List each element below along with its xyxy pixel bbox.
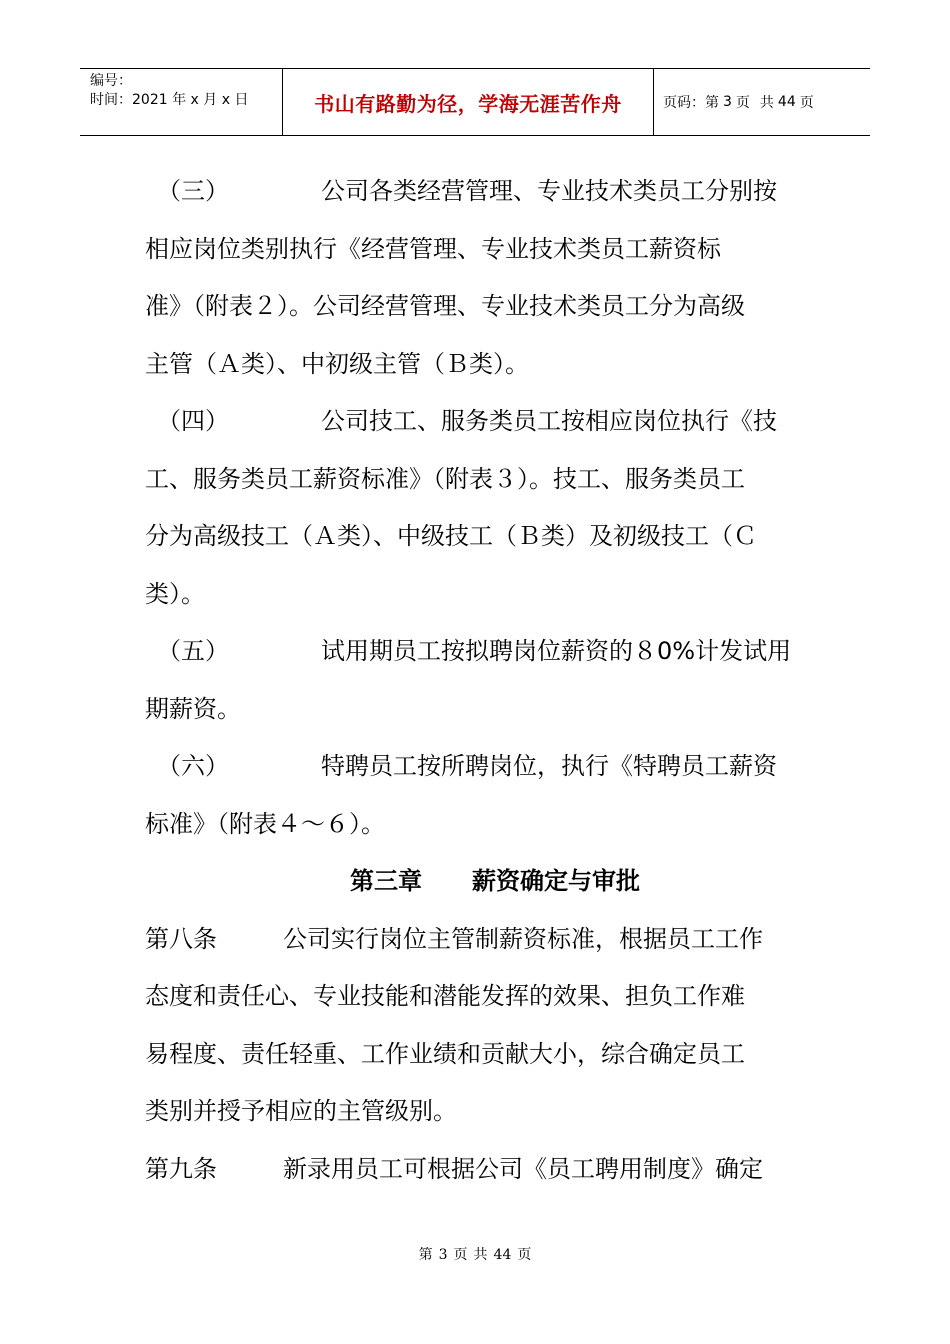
article-text: 新录用员工可根据公司《员工聘用制度》确定 [283,1154,763,1183]
paragraph-line: 态度和责任心、专业技能和潜能发挥的效果、担负工作难 [145,982,745,1010]
header-page-total: 44 [777,94,796,110]
header-page-current: 3 [723,94,732,110]
footer-page-total-label: 共 [473,1247,488,1263]
section-marker: （五） [157,637,229,665]
section-text: 试用期员工按拟聘岗位薪资的８0%计发试用 [321,637,792,665]
header-page-end: 页 [799,95,814,111]
paragraph-line: 工、服务类员工薪资标准》（附表３）。技工、服务类员工 [145,464,745,493]
paragraph-line: 期薪资。 [145,694,241,723]
article-text: 公司实行岗位主管制薪资标准，根据员工工作 [283,924,763,953]
paragraph-line [145,738,815,796]
chapter-title: 薪资确定与审批 [472,867,640,895]
section-text: 公司各类经营管理、专业技术类员工分别按 [321,177,777,205]
document-time-label: 时间：2021 年 x 月 x 日 [90,92,249,108]
header-page-cell [654,69,870,135]
footer-page-end: 页 [517,1247,532,1263]
footer-page-current: 3 [438,1247,448,1263]
section-marker: （三） [157,177,229,205]
document-number-label: 编号： [90,73,132,89]
chapter-heading [145,853,815,911]
section-marker: （四） [157,407,229,435]
paragraph-line: 类）。 [145,579,205,608]
section-text: 公司技工、服务类员工按相应岗位执行《技 [321,407,777,435]
document-body [145,163,815,1198]
paragraph-line [145,1141,815,1199]
paragraph-line [145,911,815,969]
paragraph-line [145,163,815,221]
paragraph-line: 类别并授予相应的主管级别。 [145,1097,457,1125]
footer-page-mid: 页 [453,1247,468,1263]
paragraph-line [145,393,815,451]
header-page-label: 页码：第 [663,95,719,111]
section-marker: （六） [157,752,229,780]
paragraph-line: 易程度、责任轻重、工作业绩和贡献大小，综合确定员工 [145,1039,745,1068]
header-page-total-label: 共 [759,95,774,111]
page-header [80,68,870,136]
footer-page-total: 44 [493,1247,512,1263]
header-motto: 书山有路勤为径，学海无涯苦作舟 [314,91,622,116]
chapter-number: 第三章 [350,867,422,895]
footer-page-prefix: 第 [418,1247,433,1263]
article-marker: 第九条 [145,1154,217,1183]
paragraph-line: 主管（Ａ类）、中初级主管（Ｂ类）。 [145,349,529,378]
paragraph-line: 相应岗位类别执行《经营管理、专业技术类员工薪资标 [145,234,721,263]
header-meta-cell [80,69,282,135]
header-page-mid: 页 [735,95,750,111]
paragraph-line [145,623,815,681]
article-marker: 第八条 [145,924,217,953]
section-text: 特聘员工按所聘岗位，执行《特聘员工薪资 [321,752,777,780]
header-motto-cell [282,69,654,135]
paragraph-line: 标准》（附表４～６）。 [145,809,385,838]
paragraph-line: 准》（附表２）。公司经营管理、专业技术类员工分为高级 [145,292,745,320]
paragraph-line: 分为高级技工（Ａ类）、中级技工（Ｂ类）及初级技工（Ｃ [145,522,757,550]
page-footer [0,1244,950,1264]
